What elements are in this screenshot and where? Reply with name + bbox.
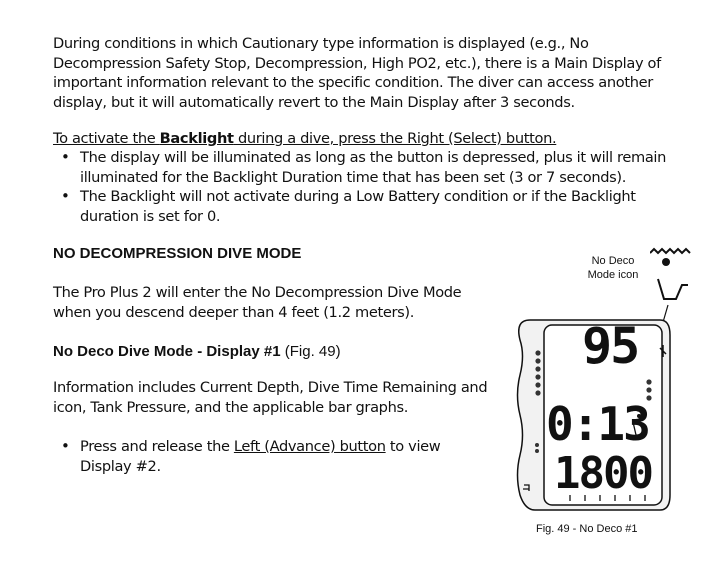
display-heading-bold: No Deco Dive Mode - Display #1 [53, 343, 281, 360]
backlight-heading-suffix: during a dive, press the Right (Select) button. [233, 130, 557, 147]
backlight-heading [53, 129, 681, 149]
tank-pressure-readout: 1800 [554, 448, 652, 499]
bullet-item: • The Backlight will not activate during a Low Battery condition or if the Backlight duration is set for 0. [53, 187, 681, 226]
backlight-heading-bold: Backlight [159, 130, 234, 147]
advance-prefix: Press and release the [80, 438, 234, 455]
dive-time-readout: 0:13 [546, 397, 649, 451]
callout-line2: Mode icon [587, 269, 639, 281]
info-paragraph: Information includes Current Depth, Dive Time Remaining and icon, Tank Pressure, and the applicable bar graphs. [53, 379, 488, 416]
section-title: NO DECOMPRESSION DIVE MODE [53, 245, 302, 262]
device-body [510, 245, 710, 545]
intro-paragraph: During conditions in which Cautionary type information is displayed (e.g., No Decompression Safety Stop, Decompression, High PO2, etc.), there is a Main Display of important information relevant to the specific condition. The diver can access another display, but it will automatically revert to the Main Display after 3 seconds. [53, 35, 661, 111]
backlight-heading-prefix: To activate the [53, 130, 160, 147]
display-heading-normal: (Fig. 49) [280, 343, 341, 360]
backlight-bullets [53, 148, 681, 226]
dive-computer-figure [510, 245, 710, 545]
advance-button-link[interactable]: Left (Advance) button [233, 438, 386, 455]
callout-line1: No Deco [591, 255, 635, 267]
display-heading [53, 343, 341, 360]
bullet-item [53, 437, 493, 476]
advance-bullets [53, 437, 493, 476]
backlight-heading-text [53, 130, 556, 147]
section-paragraph: The Pro Plus 2 will enter the No Decompression Dive Mode when you descend deeper than 4 feet (1.2 meters). [53, 284, 462, 321]
depth-readout: 95 [582, 317, 639, 375]
bullet-item: • The display will be illuminated as long as the button is depressed, plus it will remain illuminated for the Backlight Duration time that has been set (3 or 7 seconds). [53, 148, 681, 187]
figure-caption: Fig. 49 - No Deco #1 [536, 523, 638, 535]
advance-suffix: to view Display #2. [80, 438, 441, 475]
